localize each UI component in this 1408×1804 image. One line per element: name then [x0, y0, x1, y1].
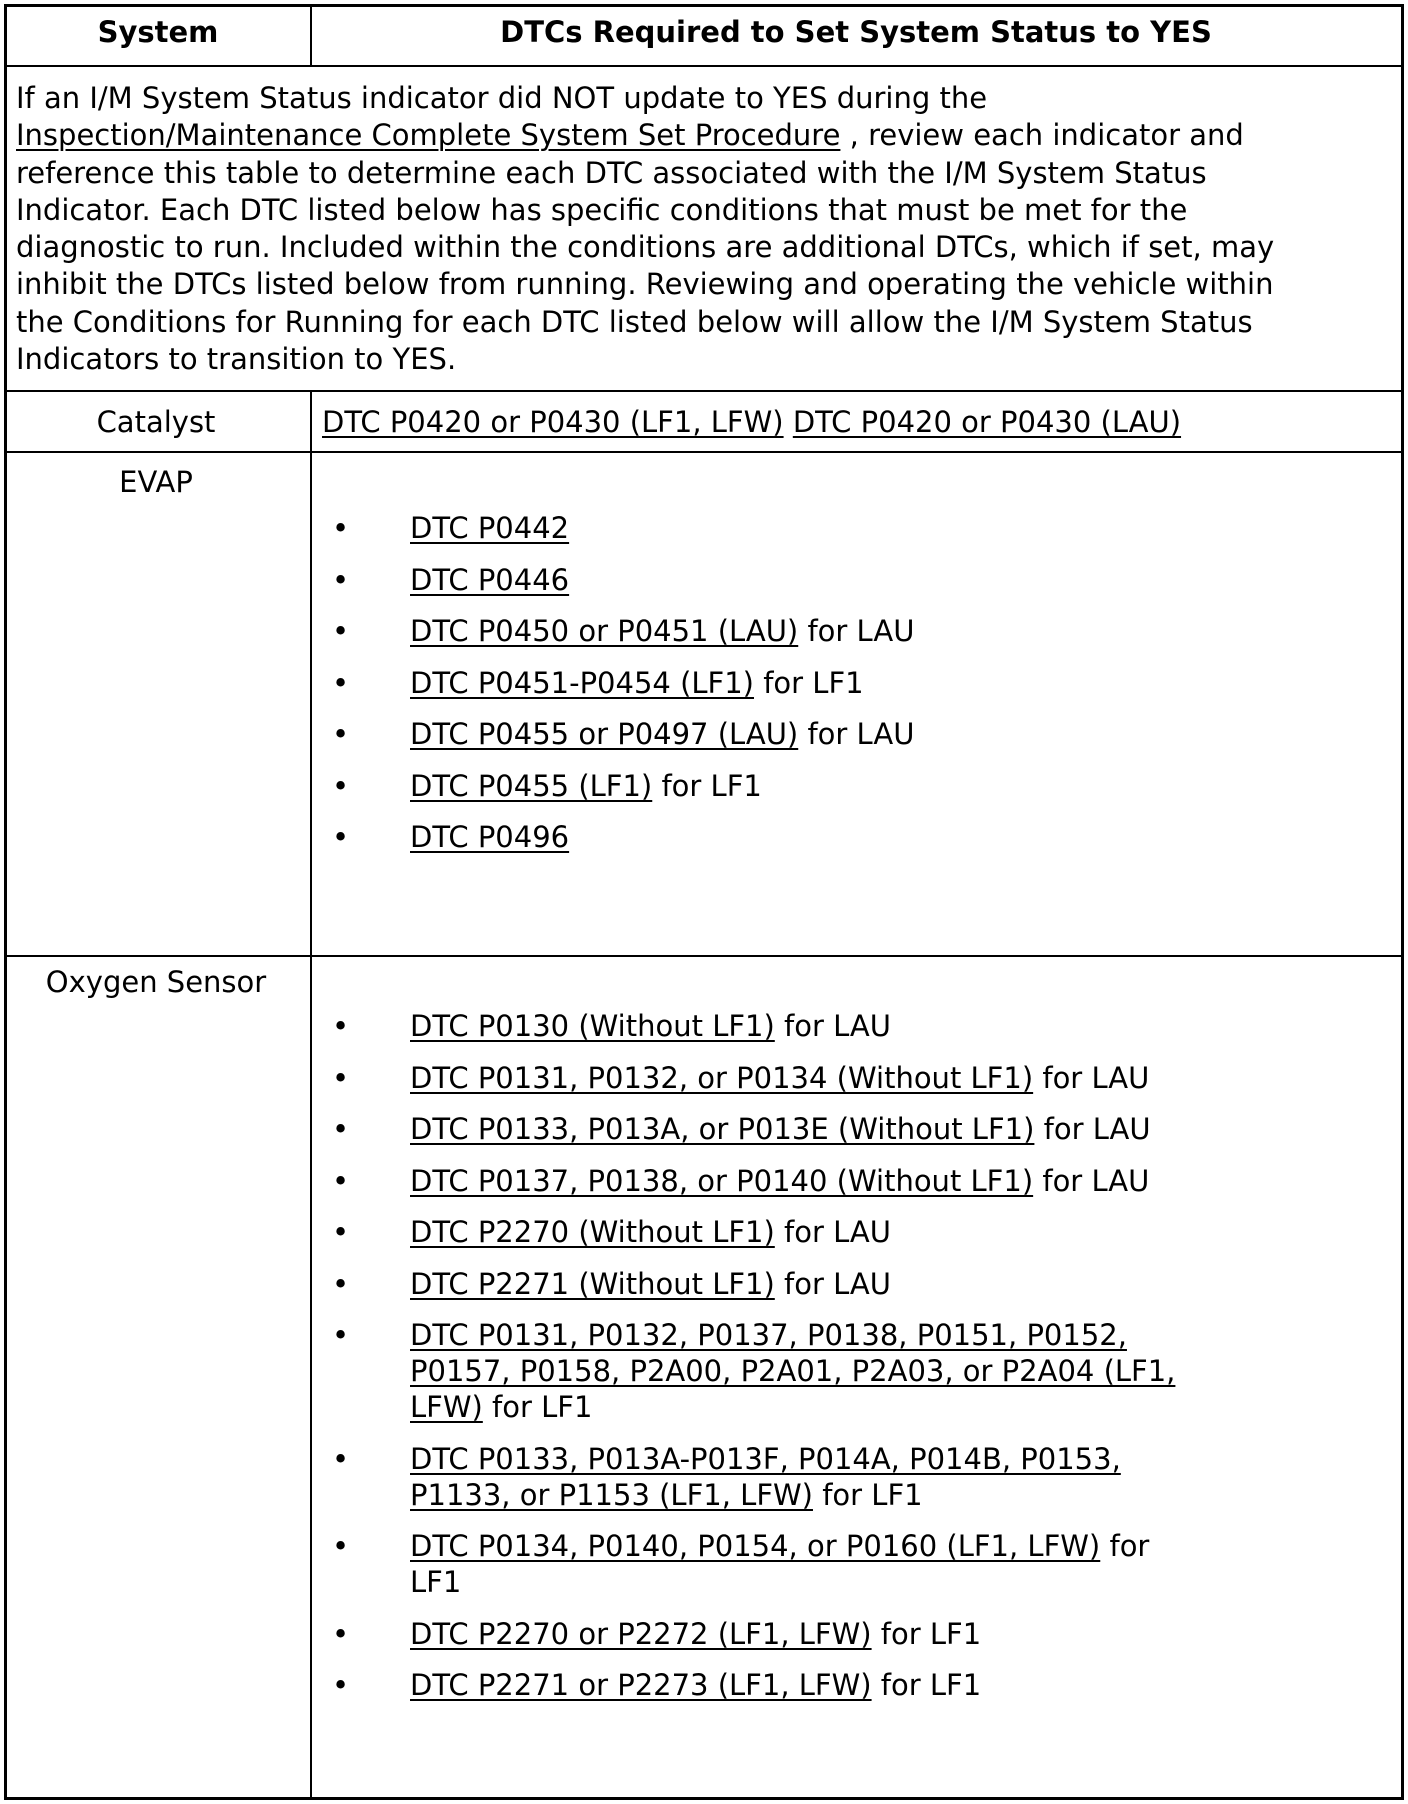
bullet-icon: • [332, 1215, 350, 1249]
bullet-icon: • [332, 1060, 350, 1095]
list-item [322, 1214, 1175, 1250]
list-item [322, 1266, 1175, 1302]
system-evap: EVAP [119, 465, 193, 499]
dtc-line [410, 1317, 1175, 1353]
dtc-suffix: for LAU [1033, 1163, 1150, 1198]
intro-line: Indicator. Each DTC listed below has specific conditions that must be met for the [16, 192, 1188, 227]
dtc-suffix: for [1100, 1529, 1150, 1563]
list-item [322, 613, 914, 649]
intro-line: inhibit the DTCs listed below from running. Reviewing and operating the vehicle within [16, 267, 1274, 302]
dtc-line [410, 1477, 1175, 1513]
dtc-suffix: for LF1 [652, 768, 762, 803]
bullet-icon: • [332, 665, 350, 700]
system-oxygen-sensor: Oxygen Sensor [45, 965, 267, 999]
list-item [322, 1528, 1175, 1600]
table-border-top [4, 4, 1404, 7]
dtc-suffix: for LAU [774, 1215, 891, 1249]
list-item [322, 1441, 1175, 1513]
list-item [322, 1111, 1175, 1147]
intro-text: , review each indicator and [840, 118, 1244, 153]
list-item [322, 716, 914, 752]
dtc-link[interactable]: DTC P0134, P0140, P0154, or P0160 (LF1, LFW) [410, 1529, 1101, 1563]
bullet-icon: • [332, 820, 350, 854]
bullet-icon: • [332, 1318, 350, 1352]
system-catalyst: Catalyst [96, 405, 216, 439]
list-item [322, 1060, 1175, 1096]
intro-line [16, 117, 1396, 154]
dtc-link[interactable]: DTC P0442 [410, 511, 570, 545]
bullet-icon: • [332, 1529, 350, 1563]
dtc-suffix: for LAU [798, 717, 915, 751]
catalyst-dtc-link[interactable]: DTC P0420 or P0430 (LF1, LFW) [322, 405, 784, 439]
list-item [322, 665, 914, 701]
list-item [322, 768, 914, 804]
dtc-link[interactable]: DTC P0455 or P0497 (LAU) [410, 717, 799, 751]
oxygen-dtc-list [322, 1008, 1175, 1719]
dtc-suffix: for LAU [774, 1266, 891, 1301]
intro-line: Indicators to transition to YES. [16, 342, 457, 377]
list-item [322, 1008, 1175, 1044]
bullet-icon: • [332, 1163, 350, 1198]
list-item [322, 510, 914, 546]
dtc-link[interactable]: DTC P0496 [410, 820, 570, 854]
dtc-link[interactable]: DTC P2271 or P2273 (LF1, LFW) [410, 1668, 872, 1702]
dtc-link[interactable]: DTC P2270 or P2272 (LF1, LFW) [410, 1616, 872, 1651]
header-divider [4, 65, 1404, 67]
dtc-line [410, 1353, 1175, 1389]
intro-line: the Conditions for Running for each DTC listed below will allow the I/M System Status [16, 304, 1253, 339]
bullet-icon: • [332, 1441, 350, 1476]
bullet-icon: • [332, 1616, 350, 1651]
dtc-link[interactable]: DTC P0450 or P0451 (LAU) [410, 614, 799, 648]
dtc-suffix: for LF1 [812, 1477, 923, 1512]
list-item [322, 1616, 1175, 1652]
dtc-suffix: for LAU [774, 1009, 891, 1043]
catalyst-dtcs [322, 406, 1181, 438]
dtc-link[interactable]: DTC P0130 (Without LF1) [410, 1009, 775, 1043]
dtc-link[interactable]: DTC P0133, P013A-P013F, P014A, P014B, P0153, [410, 1441, 1121, 1476]
bullet-icon: • [332, 1009, 350, 1043]
dtc-link[interactable]: DTC P0446 [410, 562, 570, 597]
dtc-link[interactable]: DTC P0131, P0132, or P0134 (Without LF1) [410, 1060, 1034, 1095]
catalyst-divider [4, 451, 1404, 453]
dtc-suffix: for LF1 [482, 1390, 593, 1424]
dtc-link[interactable]: P1133, or P1153 (LF1, LFW) [410, 1477, 813, 1512]
procedure-link[interactable]: Inspection/Maintenance Complete System Set Procedure [16, 118, 841, 153]
table-border-right [1401, 4, 1404, 1800]
dtc-link[interactable]: LFW) [410, 1390, 483, 1424]
dtc-suffix: for LF1 [871, 1616, 982, 1651]
bullet-icon: • [332, 1266, 350, 1301]
dtc-link[interactable]: DTC P0131, P0132, P0137, P0138, P0151, P0152, [410, 1318, 1127, 1352]
bullet-icon: • [332, 614, 350, 648]
table-border-bottom [4, 1797, 1404, 1800]
list-item [322, 562, 914, 598]
list-item [322, 1667, 1175, 1703]
list-item [322, 819, 914, 855]
bullet-icon: • [332, 1112, 350, 1146]
dtc-link[interactable]: DTC P0137, P0138, or P0140 (Without LF1) [410, 1163, 1034, 1198]
column-divider-body [310, 390, 312, 1800]
evap-divider [4, 955, 1404, 957]
dtc-link[interactable]: DTC P2271 (Without LF1) [410, 1266, 775, 1301]
dtc-suffix: for LAU [1033, 1060, 1150, 1095]
intro-paragraph [16, 80, 1396, 378]
list-item [322, 1163, 1175, 1199]
evap-dtc-list [322, 510, 914, 871]
catalyst-dtc-link[interactable]: DTC P0420 or P0430 (LAU) [792, 405, 1182, 439]
dtc-line [410, 1528, 1175, 1564]
dtc-suffix: for LAU [798, 614, 915, 648]
intro-line: If an I/M System Status indicator did NOT update to YES during the [16, 81, 988, 115]
bullet-icon: • [332, 1668, 350, 1702]
dtc-suffix: for LF1 [754, 665, 864, 700]
dtc-link[interactable]: DTC P0133, P013A, or P013E (Without LF1) [410, 1112, 1035, 1146]
bullet-icon: • [332, 717, 350, 751]
intro-line: diagnostic to run. Included within the conditions are additional DTCs, which if set, may [16, 230, 1275, 265]
dtc-line: LF1 [410, 1565, 462, 1599]
intro-line: reference this table to determine each DTC associated with the I/M System Status [16, 155, 1207, 190]
dtc-link[interactable]: DTC P2270 (Without LF1) [410, 1215, 775, 1249]
intro-divider [4, 390, 1404, 392]
table-border-left [4, 4, 7, 1800]
bullet-icon: • [332, 562, 350, 597]
list-item [322, 1317, 1175, 1425]
header-system: System [97, 15, 219, 49]
dtc-link[interactable]: P0157, P0158, P2A00, P2A01, P2A03, or P2A04 (LF1, [410, 1354, 1176, 1388]
header-dtcs-required: DTCs Required to Set System Status to YES [500, 15, 1212, 49]
dtc-link[interactable]: DTC P0451-P0454 (LF1) [410, 665, 754, 700]
dtc-suffix: for LF1 [871, 1668, 982, 1702]
dtc-line [410, 1389, 1175, 1425]
dtc-link[interactable]: DTC P0455 (LF1) [410, 768, 653, 803]
dtc-line [410, 1441, 1175, 1477]
bullet-icon: • [332, 768, 350, 803]
bullet-icon: • [332, 511, 350, 545]
dtc-suffix: for LAU [1034, 1112, 1151, 1146]
